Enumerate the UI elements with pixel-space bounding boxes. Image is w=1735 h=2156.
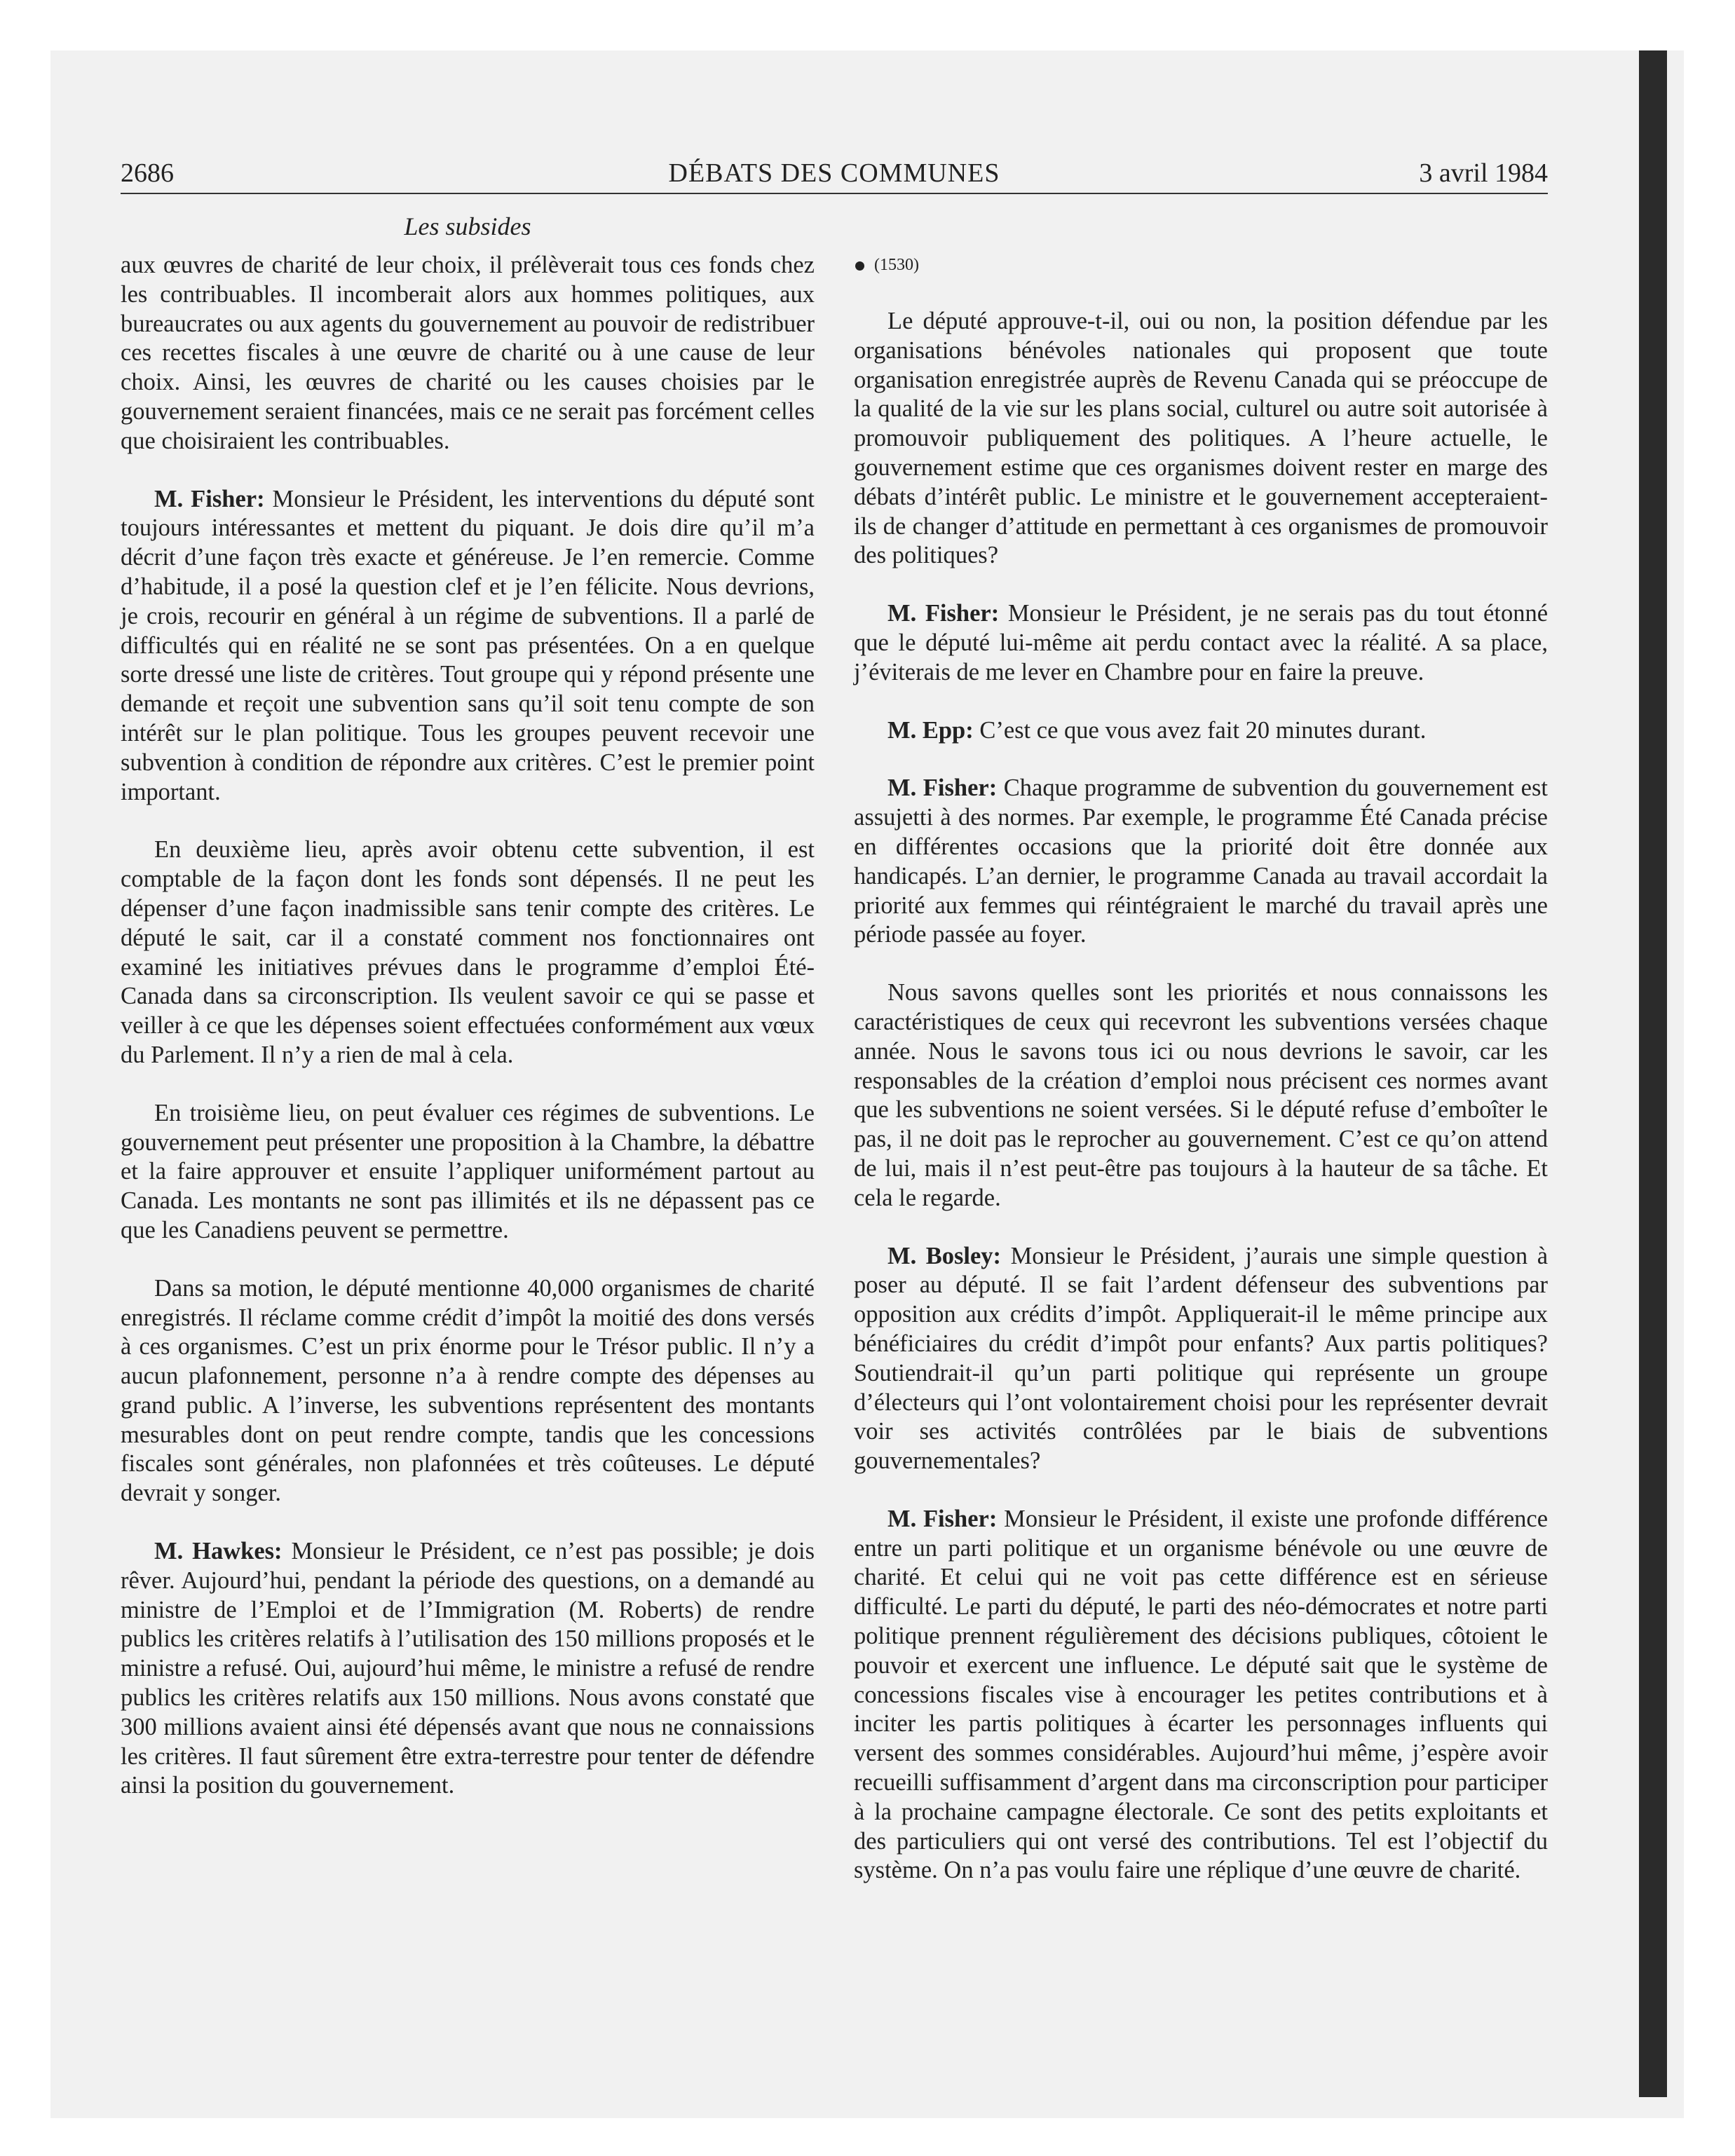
- paragraph-text: aux œuvres de charité de leur choix, il prélèverait tous ces fonds chez les contribuables. Il incomberait alors aux hommes politiques, aux bureaucrates ou aux agents du gouvernement au pouvoir de redistribuer ces recettes fiscales à une œuvre de charité ou à une cause de leur choix. Ainsi, les œuvres de charité ou les causes choisies par le gouvernement seraient financées, mais ce ne serait pas forcément celles que choisiraient les contribuables.: [121, 252, 815, 454]
- paragraph: [854, 599, 1548, 687]
- left-column: [121, 251, 815, 1801]
- scan-edge-bar: [1639, 50, 1667, 2097]
- paragraph-text: En deuxième lieu, après avoir obtenu cette subvention, il est comptable de la façon dont les fonds sont dépensés. Il ne peut les dépenser d’une façon inadmissible sans tenir compte des critères. Le député le sait, car il a constaté comment nos fonctionnaires ont examiné les initiatives prévues dans le programme d’emploi Été-Canada dans sa circonscription. Ils veulent savoir ce qui se passe et veiller à ce que les dépenses soient effectuées conformément aux vœux du Parlement. Il n’y a rien de mal à cela.: [121, 836, 815, 1068]
- paragraph: [854, 978, 1548, 1213]
- paragraph: [121, 251, 815, 456]
- paragraph: [121, 485, 815, 807]
- publication-title: DÉBATS DES COMMUNES: [668, 158, 1000, 188]
- paragraph-text: Dans sa motion, le député mentionne 40,000 organismes de charité enregistrés. Il réclame comme crédit d’impôt la moitié des dons versés à ces organismes. C’est un prix énorme pour le Trésor public. Il n’y a aucun plafonnement, personne n’a à rendre compte des dépenses au grand public. A l’inverse, les subventions représentent des montants mesurables dont on peut rendre compte, tandis que les concessions fiscales sont générales, non plafonnées et très coûteuses. Le député devrait y songer.: [121, 1274, 815, 1507]
- paragraph: [121, 1099, 815, 1246]
- paragraph: [121, 835, 815, 1070]
- speaker-name: M. Hawkes:: [154, 1538, 283, 1565]
- time-marker-text: (1530): [874, 256, 919, 274]
- paragraph: [121, 1274, 815, 1508]
- page-header: [121, 156, 1548, 191]
- paragraph: [854, 307, 1548, 571]
- speaker-name: M. Bosley:: [887, 1242, 1002, 1269]
- speaker-name: M. Fisher:: [887, 1505, 998, 1532]
- page-number: 2686: [121, 158, 174, 188]
- issue-date: 3 avril 1984: [1419, 158, 1548, 188]
- right-column: [854, 251, 1548, 1885]
- paragraph-text: En troisième lieu, on peut évaluer ces régimes de subventions. Le gouvernement peut présenter une proposition à la Chambre, la débattre et la faire approuver et ensuite l’appliquer uniformément partout au Canada. Les montants ne sont pas illimités et ils ne dépassent pas ce que les Canadiens peuvent se permettre.: [121, 1099, 815, 1243]
- header-rule: [121, 193, 1548, 194]
- paragraph-text: C’est ce que vous avez fait 20 minutes durant.: [973, 716, 1427, 744]
- section-title: Les subsides: [404, 212, 531, 240]
- bullet-icon: [855, 261, 864, 271]
- paragraph-text: Monsieur le Président, ce n’est pas possible; je dois rêver. Aujourd’hui, pendant la période des questions, on a demandé au ministre de l’Emploi et de l’Immigration (M. Roberts) de rendre publics les critères relatifs à l’utilisation des 150 millions proposés et le ministre a refusé. Oui, aujourd’hui même, le ministre a refusé de rendre publics les critères relatifs aux 150 millions. Nous avons constaté que 300 millions avaient ainsi été dépensés avant que nous ne connaissions les critères. Il faut sûrement être extra-terrestre pour tenter de défendre ainsi la position du gouvernement.: [121, 1538, 815, 1799]
- paragraph: [854, 1242, 1548, 1476]
- paragraph-text: Monsieur le Président, j’aurais une simple question à poser au député. Il se fait l’ardent défenseur des subventions par opposition aux crédits d’impôt. Appliquerait-il le même principe aux bénéficiaires du crédit d’impôt pour enfants? Aux partis politiques? Soutiendrait-il qu’un parti politique qui représente un groupe d’électeurs qui l’ont volontairement choisi pour les représenter devrait voir ses activités contrôlées par le biais de subventions gouvernementales?: [854, 1242, 1549, 1475]
- speaker-name: M. Fisher:: [887, 600, 1000, 627]
- paragraph-text: Nous savons quelles sont les priorités et nous connaissons les caractéristiques de ceux qui recevront les subventions versées chaque année. Nous le savons tous ici ou nous devrions le savoir, car les responsables de la création d’emploi nous précisent ces normes avant que les subventions ne soient versées. Si le député refuse d’emboîter le pas, il ne doit pas le reprocher au gouvernement. C’est ce qu’on attend de lui, mais il n’est peut-être pas toujours à la hauteur de sa tâche. Et cela le regarde.: [854, 979, 1548, 1211]
- paragraph-text: Chaque programme de subvention du gouvernement est assujetti à des normes. Par exemple, le programme Été Canada précise en différentes occasions que la priorité doit être donnée aux handicapés. L’an dernier, le programme Canada au travail accordait la priorité aux femmes qui réintégraient le marché du travail après une période passée au foyer.: [854, 775, 1548, 948]
- paragraph-text: Monsieur le Président, il existe une profonde différence entre un parti politique et un organisme bénévole ou une œuvre de charité. Et celui qui ne voit pas cette différence est en sérieuse difficulté. Le parti du député, le parti des néo-démocrates et notre parti politique prennent régulièrement des décisions publiques, côtoient le pouvoir et exercent une influence. Le député sait que le système de concessions fiscales vise à encourager les petites contributions et à inciter les partis politiques à écarter les personnages influents qui versent des sommes considérables. Aujourd’hui même, j’espère avoir recueilli suffisamment d’argent dans ma circonscription pour participer à la prochaine campagne électorale. Ce sont des petits exploitants et des particuliers qui ont versé des contributions. Tel est l’objectif du système. On n’a pas voulu faire une réplique d’une œuvre de charité.: [854, 1505, 1549, 1884]
- speaker-name: M. Epp:: [887, 716, 974, 744]
- paragraph: [854, 1505, 1548, 1885]
- speaker-name: M. Fisher:: [154, 485, 265, 512]
- paragraph: [854, 774, 1548, 950]
- paragraph-text: Le député approuve-t-il, oui ou non, la position défendue par les organisations bénévoles nationales qui proposent que toute organisation enregistrée auprès de Revenu Canada qui se préoccupe de la qualité de la vie sur les plans social, culturel ou autre soit autorisée à promouvoir publiquement des politiques. A l’heure actuelle, le gouvernement estime que ces organismes doivent rester en marge des débats d’intérêt public. Le ministre et le gouvernement accepteraient-ils de changer d’attitude en permettant à ces organismes de promouvoir des politiques?: [854, 308, 1548, 569]
- time-marker: [854, 251, 1548, 279]
- paragraph-text: Monsieur le Président, je ne serais pas du tout étonné que le député lui-même ait perdu contact avec la réalité. A sa place, j’éviterais de me lever en Chambre pour en faire la preuve.: [854, 600, 1549, 685]
- paragraph: [121, 1537, 815, 1801]
- paragraph: [854, 716, 1548, 746]
- paragraph-text: Monsieur le Président, les interventions du député sont toujours intéressantes et mettent du piquant. Je dois dire qu’il m’a décrit d’une façon très exacte et généreuse. Je l’en remercie. Comme d’habitude, il a posé la question clef et je l’en félicite. Nous devrions, je crois, recourir en général à un régime de subventions. Il a parlé de difficultés qui en réalité ne se sont pas présentées. On a en quelque sorte dressé une liste de critères. Tout groupe qui y répond présente une demande et reçoit une subvention sans qu’il soit tenu compte de son intérêt sur le plan politique. Tous les groupes peuvent recevoir une subvention à condition de répondre aux critères. C’est le premier point important.: [121, 485, 815, 805]
- speaker-name: M. Fisher:: [887, 775, 998, 802]
